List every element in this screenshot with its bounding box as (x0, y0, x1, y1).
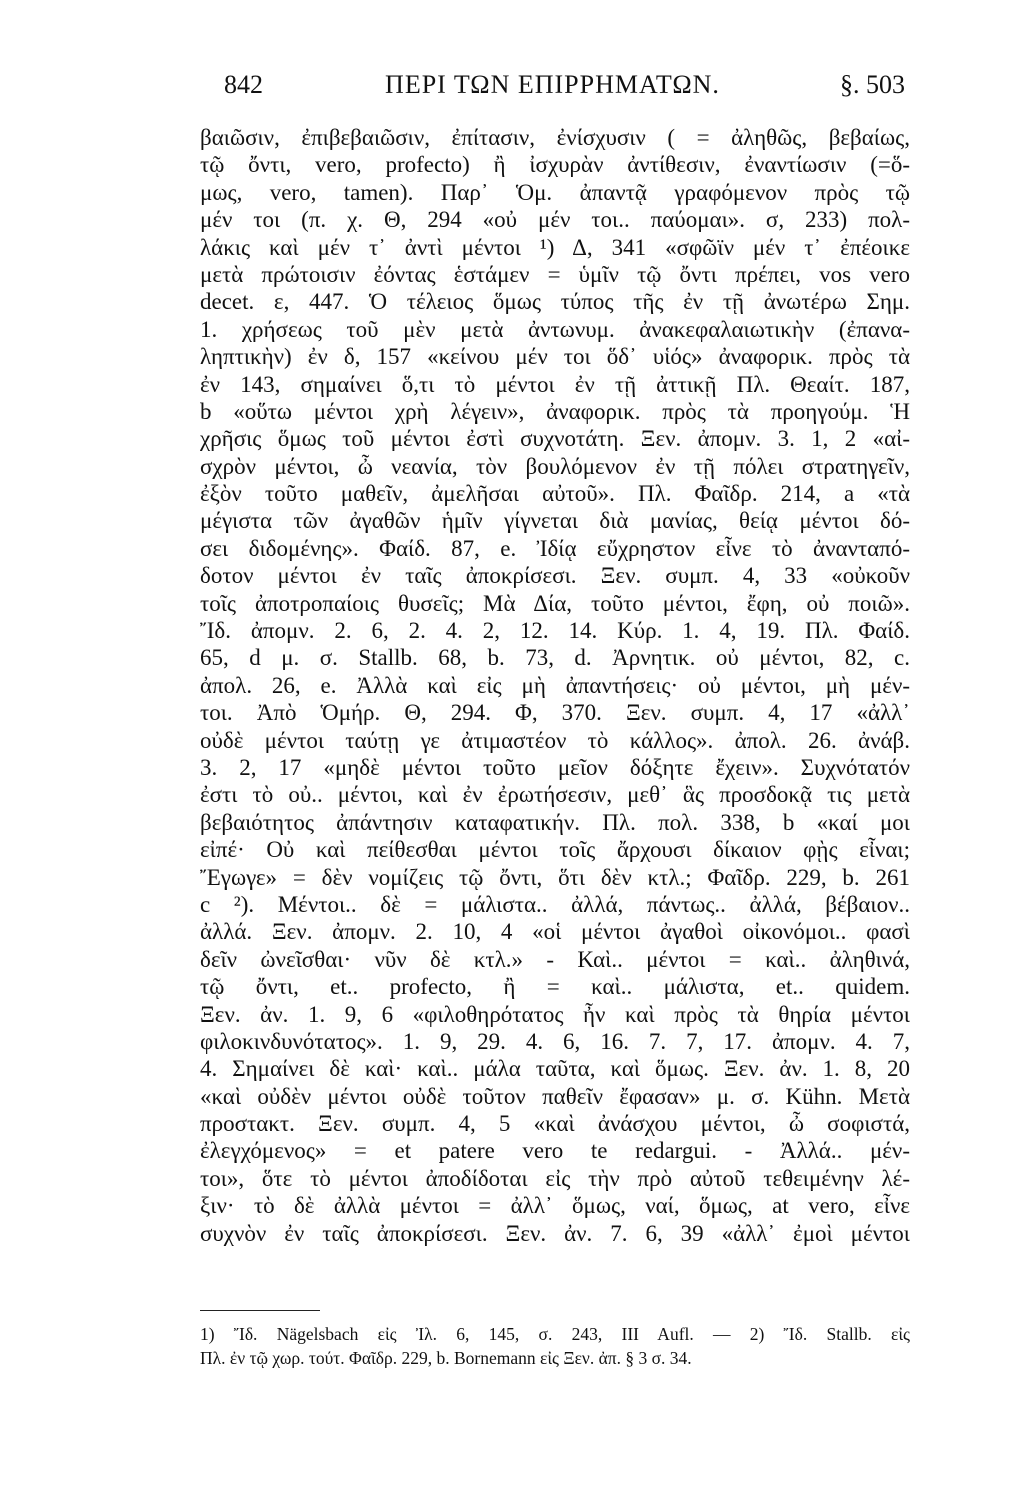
text-line: Ἔγωγε» = δὲν νομίζεις τῷ ὄντι, ὅτι δὲν κτλ.; Φαῖδρ. 229, b. 261 (200, 864, 910, 890)
text-line: εἰπέ· Οὐ καὶ πείθεσθαι μέντοι τοῖς ἄρχουσι δίκαιον φῂς εἶναι; (200, 837, 910, 863)
text-line: τοῖς ἀποτροπαίοις θυσεῖς; Μὰ Δία, τοῦτο μέντοι, ἔφη, οὐ ποιῶ». (200, 590, 910, 616)
text-line: b «οὕτω μέντοι χρὴ λέγειν», ἀναφορικ. πρὸς τὰ προηγούμ. Ἡ (200, 398, 910, 424)
text-line: μέν τοι (π. χ. Θ, 294 «οὐ μέν τοι.. παύομαι». σ, 233) πολ- (200, 207, 910, 233)
footnote-divider (200, 1310, 320, 1311)
text-line: χρῆσις ὅμως τοῦ μέντοι ἐστὶ συχνοτάτη. Ξεν. ἀπομν. 3. 1, 2 «αἰ- (200, 426, 910, 452)
text-line: συχνὸν ἐν ταῖς ἀποκρίσεσι. Ξεν. ἀν. 7. 6, 39 «ἀλλ᾽ ἐμοὶ μέντοι (200, 1220, 910, 1246)
text-line: ἀπολ. 26, e. Ἀλλὰ καὶ εἰς μὴ ἀπαντήσεις· οὐ μέντοι, μὴ μέν- (200, 672, 910, 698)
text-line: βαιῶσιν, ἐπιβεβαιῶσιν, ἐπίτασιν, ἐνίσχυσιν ( = ἀληθῶς, βεβαίως, (200, 125, 910, 150)
text-line: λάκις καὶ μέν τ᾽ ἀντὶ μέντοι ¹) Δ, 341 «σφῶϊν μέν τ᾽ ἐπέοικε (200, 234, 910, 260)
text-line: φιλοκινδυνότατος». 1. 9, 29. 4. 6, 16. 7. 7, 17. ἀπομν. 4. 7, (200, 1028, 910, 1054)
text-line: σχρὸν μέντοι, ὦ νεανία, τὸν βουλόμενον ἐν τῇ πόλει στρατηγεῖν, (200, 453, 910, 479)
text-line: προστακτ. Ξεν. συμπ. 4, 5 «καὶ ἀνάσχου μέντοι, ὦ σοφιστά, (200, 1111, 910, 1137)
text-line: 4. Σημαίνει δὲ καὶ· καὶ.. μάλα ταῦτα, καὶ ὅμως. Ξεν. ἀν. 1. 8, 20 (200, 1056, 910, 1082)
text-line: ἐλεγχόμενος» = et patere vero te redargui. - Ἀλλά.. μέν- (200, 1138, 910, 1164)
text-line: Ξεν. ἀν. 1. 9, 6 «φιλοθηρότατος ἦν καὶ πρὸς τὰ θηρία μέντοι (200, 1001, 910, 1027)
text-line: 1. χρήσεως τοῦ μὲν μετὰ ἀντωνυμ. ἀνακεφαλαιωτικὴν (ἐπανα- (200, 316, 910, 342)
text-line: βεβαιότητος ἀπάντησιν καταφατικήν. Πλ. πολ. 338, b «καί μοι (200, 809, 910, 835)
text-line: «καὶ οὐδὲν μέντοι οὐδὲ τοῦτον παθεῖν ἔφασαν» μ. σ. Kühn. Μετὰ (200, 1083, 910, 1109)
text-line: ἐξὸν τοῦτο μαθεῖν, ἀμελῆσαι αὐτοῦ». Πλ. Φαῖδρ. 214, a «τὰ (200, 481, 910, 507)
footnotes (200, 1322, 910, 1370)
text-line: μως, vero, tamen). Παρ᾽ Ὁμ. ἀπαντᾷ γραφόμενον πρὸς τῷ (200, 179, 910, 205)
page-number: 842 (224, 70, 263, 99)
text-line: τοι. Ἀπὸ Ὁμήρ. Θ, 294. Φ, 370. Ξεν. συμπ. 4, 17 «ἀλλ᾽ (200, 700, 910, 726)
text-line: μέγιστα τῶν ἀγαθῶν ἡμῖν γίγνεται διὰ μανίας, θείᾳ μέντοι δό- (200, 508, 910, 534)
text-line: 65, d μ. σ. Stallb. 68, b. 73, d. Ἀρνητικ. οὐ μέντοι, 82, c. (200, 645, 910, 671)
text-line: σει διδομένης». Φαίδ. 87, e. Ἰδίᾳ εὔχρηστον εἶνε τὸ ἀνανταπό- (200, 535, 910, 561)
footnote-line: Πλ. ἐν τῷ χωρ. τούτ. Φαῖδρ. 229, b. Bornemann εἰς Ξεν. ἀπ. § 3 σ. 34. (200, 1348, 692, 1368)
text-line: τῷ ὄντι, et.. profecto, ἢ = καὶ.. μάλιστα, et.. quidem. (200, 974, 910, 1000)
text-line: οὐδὲ μέντοι ταύτῃ γε ἀτιμαστέον τὸ κάλλος». ἀπολ. 26. ἀνάβ. (200, 727, 910, 753)
text-line: τοι», ὅτε τὸ μέντοι ἀποδίδοται εἰς τὴν πρὸ αὐτοῦ τεθειμένην λέ- (200, 1165, 910, 1191)
text-line: Ἴδ. ἀπομν. 2. 6, 2. 4. 2, 12. 14. Κύρ. 1. 4, 19. Πλ. Φαίδ. (200, 618, 910, 644)
text-line: τῷ ὄντι, vero, profecto) ἢ ἰσχυρὰν ἀντίθεσιν, ἐναντίωσιν (=ὅ- (200, 152, 910, 178)
text-line: 3. 2, 17 «μηδὲ μέντοι τοῦτο μεῖον δόξητε ἔχειν». Συχνότατόν (200, 754, 910, 780)
running-head (200, 70, 905, 110)
text-line: ἀλλά. Ξεν. ἀπομν. 2. 10, 4 «οἱ μέντοι ἀγαθοὶ οἰκονόμοι.. φασὶ (200, 919, 910, 945)
text-line: ἐστι τὸ οὐ.. μέντοι, καὶ ἐν ἐρωτήσεσιν, μεθ᾽ ἃς προσδοκᾷ τις μετὰ (200, 782, 910, 808)
text-line: δοτον μέντοι ἐν ταῖς ἀποκρίσεσι. Ξεν. συμπ. 4, 33 «οὐκοῦν (200, 563, 910, 589)
text-line: ξιν· τὸ δὲ ἀλλὰ μέντοι = ἀλλ᾽ ὅμως, ναί, ὅμως, at vero, εἶνε (200, 1193, 910, 1219)
text-line: ληπτικὴν) ἐν δ, 157 «κείνου μέν τοι ὅδ᾽ υἱός» ἀναφορικ. πρὸς τὰ (200, 344, 910, 370)
footnote-line: 1) Ἴδ. Nägelsbach εἰς Ἰλ. 6, 145, σ. 243, III Aufl. — 2) Ἴδ. Stallb. εἰς (200, 1324, 910, 1344)
text-line: δεῖν ὠνεῖσθαι· νῦν δὲ κτλ.» - Καὶ.. μέντοι = καὶ.. ἀληθινά, (200, 946, 910, 972)
text-line: μετὰ πρώτοισιν ἐόντας ἑστάμεν = ὑμῖν τῷ ὄντι πρέπει, vos vero (200, 261, 910, 287)
running-title: ΠΕΡΙ ΤΩΝ ΕΠΙΡΡΗΜΑΤΩΝ. (385, 70, 720, 99)
text-line: ἐν 143, σημαίνει ὅ,τι τὸ μέντοι ἐν τῇ ἀττικῇ Πλ. Θεαίτ. 187, (200, 371, 910, 397)
text-line: c ²). Μέντοι.. δὲ = μάλιστα.. ἀλλά, πάντως.. ἀλλά, βέβαιον.. (200, 891, 910, 917)
main-text (200, 124, 910, 1247)
section-number: §. 503 (840, 70, 905, 99)
text-line: decet. ε, 447. Ὁ τέλειος ὅμως τύπος τῆς ἐν τῇ ἀνωτέρω Σημ. (200, 289, 910, 315)
